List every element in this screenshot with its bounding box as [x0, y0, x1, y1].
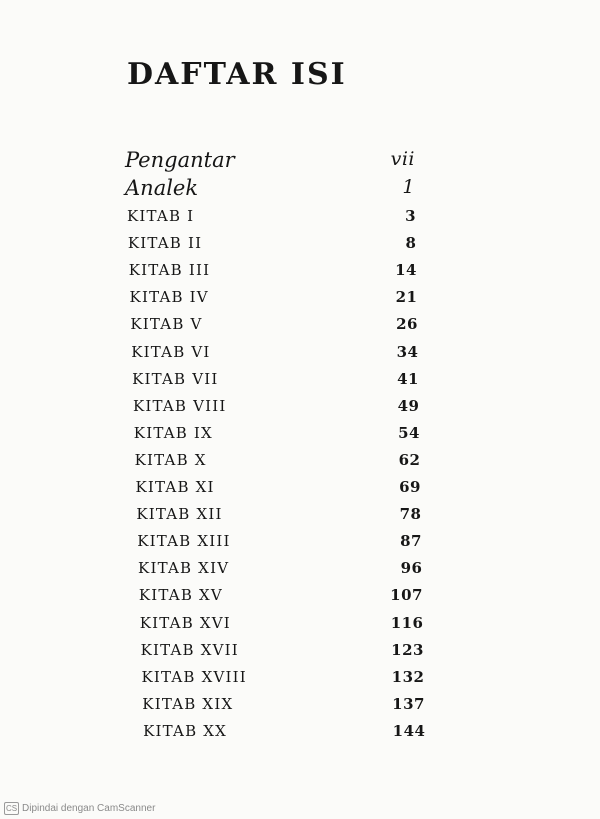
toc-entry: [133, 397, 430, 423]
toc-entry-title: KITAB XI: [135, 478, 215, 496]
toc-entry-page: 116: [390, 613, 424, 632]
toc-entry-page: 14: [395, 261, 417, 280]
camscanner-icon: CS: [5, 804, 18, 813]
toc-entry-page: 34: [396, 342, 419, 361]
toc-entry-title: KITAB III: [128, 261, 211, 280]
toc-entry-page: 144: [392, 721, 426, 740]
watermark-label: Dipindai dengan CamScanner: [22, 803, 156, 814]
toc-entry: [125, 148, 430, 174]
toc-entry: [130, 315, 430, 341]
toc-entry: [127, 207, 430, 233]
toc-entry-page: 137: [392, 694, 425, 713]
toc-entry-page: 69: [399, 478, 421, 496]
toc-entry-page: 8: [405, 234, 417, 253]
toc-entry: [139, 586, 430, 612]
toc-entry-title: Pengantar: [125, 148, 235, 172]
toc-entry-title: KITAB XIV: [138, 559, 230, 578]
toc-entry-page: 26: [396, 315, 418, 334]
scanner-watermark: [4, 802, 155, 815]
toc-entry-page: 107: [390, 586, 423, 605]
toc-entry-page: 132: [391, 667, 425, 686]
toc-entry-title: KITAB XIII: [137, 532, 231, 551]
page-title: DAFTAR ISI: [127, 57, 347, 92]
toc-entry-title: KITAB VIII: [132, 396, 227, 415]
toc-entry: [143, 722, 430, 748]
toc-entry-title: KITAB XX: [143, 721, 228, 740]
toc-entry-title: KITAB VII: [132, 369, 219, 388]
toc-entry-title: KITAB XII: [136, 505, 223, 524]
toc-entry-title: KITAB IX: [133, 423, 213, 442]
toc-entry-page: 62: [398, 450, 421, 469]
toc-entry-page: 54: [398, 423, 420, 442]
toc-entry: [136, 505, 430, 531]
toc-entry: [137, 532, 430, 558]
toc-entry: [135, 451, 430, 477]
toc-entry: [130, 288, 430, 314]
toc-entry-title: KITAB XIX: [142, 694, 234, 713]
toc-entry-page: vii: [390, 148, 415, 170]
toc-entry: [132, 370, 430, 396]
toc-entry: [140, 614, 430, 640]
toc-entry-title: KITAB VI: [131, 342, 211, 361]
toc-entry-page: 1: [402, 176, 415, 198]
toc-entry-title: KITAB XVIII: [141, 667, 247, 686]
toc-entry: [141, 668, 430, 694]
toc-entry-page: 87: [400, 532, 422, 551]
toc-entry: [134, 424, 430, 450]
toc-entry-page: 123: [391, 640, 424, 659]
toc-entry-title: KITAB XVI: [139, 613, 231, 632]
toc-entry-page: 78: [399, 505, 422, 524]
toc-entry: [136, 478, 431, 504]
toc-entry-page: 3: [405, 207, 416, 225]
toc-entry-title: KITAB V: [130, 315, 203, 334]
toc-entry-title: KITAB IV: [129, 288, 209, 307]
toc-entry: [142, 695, 430, 721]
toc-entry-title: KITAB XV: [138, 586, 223, 605]
toc-entry-page: 96: [400, 559, 423, 578]
toc-entry-page: 41: [397, 369, 419, 388]
toc-entry: [131, 343, 430, 369]
toc-entry: [129, 261, 430, 287]
toc-entry: [125, 176, 430, 202]
toc-entry: [141, 641, 430, 667]
toc-entry: [138, 559, 430, 585]
toc-entry-title: KITAB I: [127, 207, 195, 225]
toc-entry-title: KITAB II: [127, 234, 203, 253]
toc-entry-title: KITAB X: [134, 450, 207, 469]
toc-entry-title: KITAB XVII: [140, 640, 239, 659]
toc-entry-title: Analek: [125, 176, 199, 200]
toc-entry-page: 49: [397, 396, 420, 415]
toc-entry: [128, 234, 430, 260]
toc-entry-page: 21: [395, 288, 418, 307]
